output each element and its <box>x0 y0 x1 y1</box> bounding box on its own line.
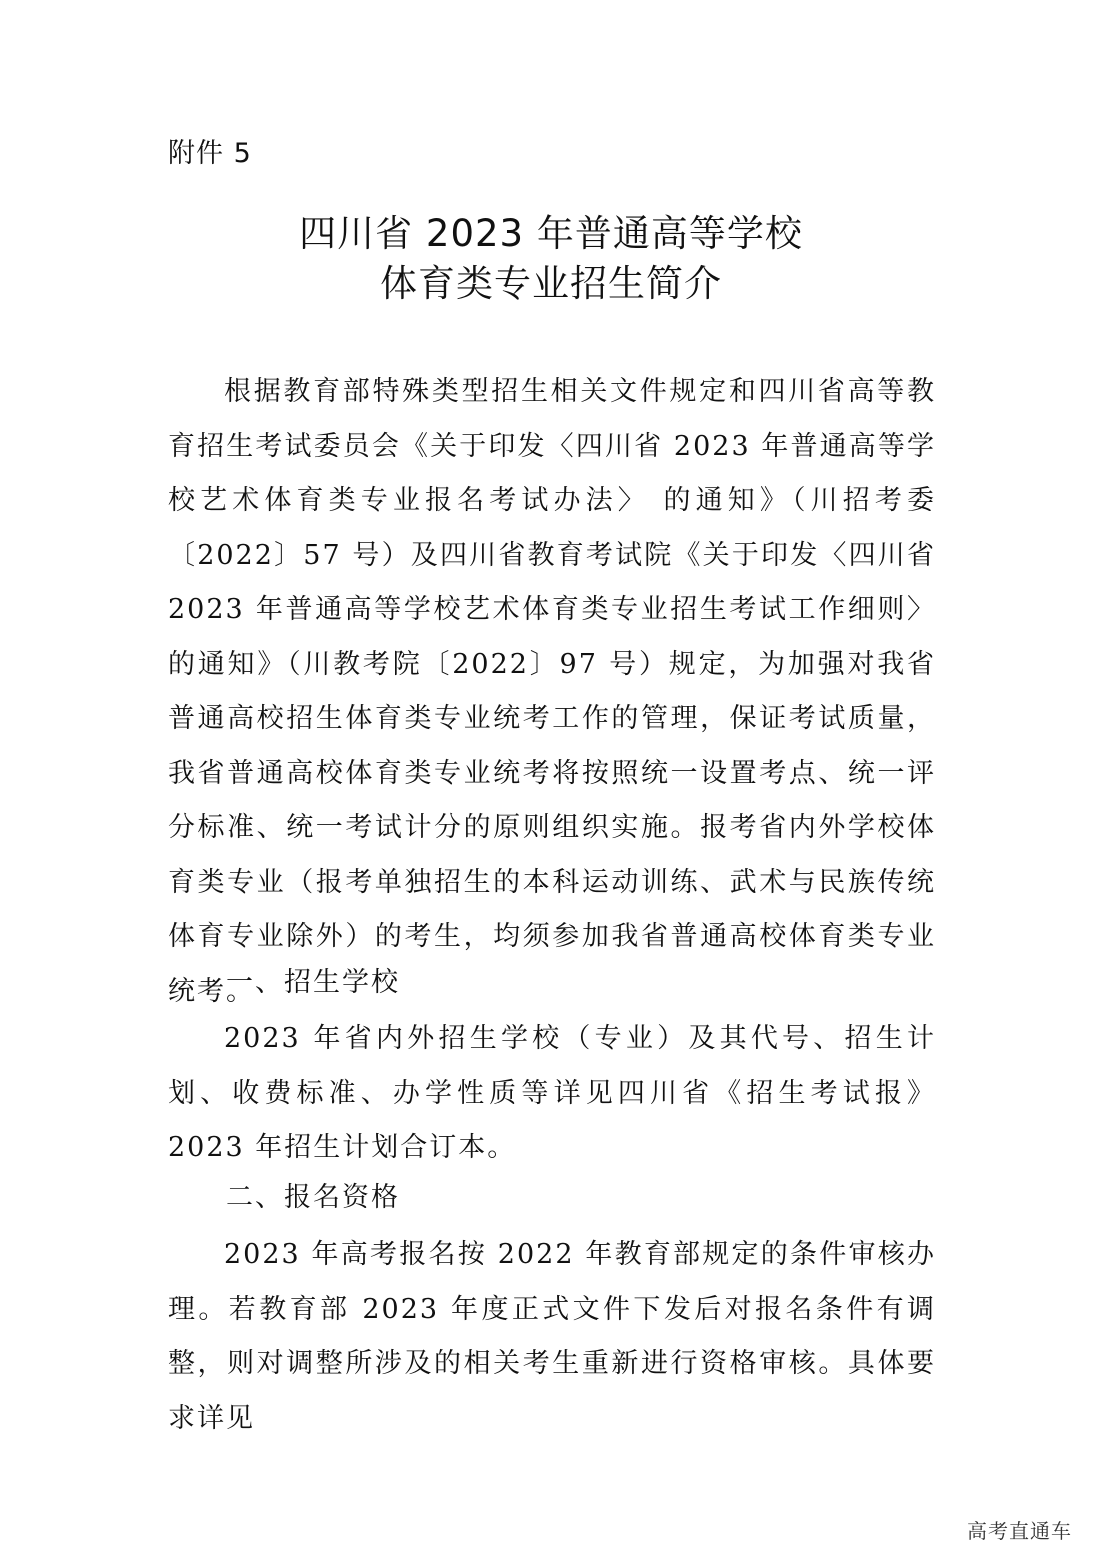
intro-paragraph: 根据教育部特殊类型招生相关文件规定和四川省高等教育招生考试委员会《关于印发〈四川省 2023 年普通高等学校艺术体育类专业报名考试办法〉 的通知》（川招考委〔2022〕57 号）及四川省教育考试院《关于印发〈四川省 2023 年普通高等学校艺术体育类专业招生考试工作细则〉的通知》（川教考院〔2022〕97 号）规定，为加强对我省普通高校招生体育类专业统考工作的管理，保证考试质量，我省普通高校体育类专业统考将按照统一设置考点、统一评分标准、统一考试计分的原则组织实施。报考省内外学校体育类专业（报考单独招生的本科运动训练、武术与民族传统体育专业除外）的考生，均须参加我省普通高校体育类专业统考。 <box>168 376 936 1007</box>
section-heading-registration-eligibility: 二、报名资格 <box>226 1182 400 1213</box>
section-body-admission-schools: 2023 年省内外招生学校（专业）及其代号、招生计划、收费标准、办学性质等详见四川省《招生考试报》2023 年招生计划合订本。 <box>168 1023 936 1163</box>
section-body-registration-eligibility: 2023 年高考报名按 2022 年教育部规定的条件审核办理。若教育部 2023 年度正式文件下发后对报名条件有调整，则对调整所涉及的相关考生重新进行资格审核。具体要求详见 <box>168 1239 936 1434</box>
source-watermark: 高考直通车 <box>967 1519 1072 1543</box>
document-title-line-2: 体育类专业招生简介 <box>380 262 722 305</box>
document-title-line-1: 四川省 2023 年普通高等学校 <box>299 212 803 255</box>
attachment-label: 附件 5 <box>168 138 252 169</box>
section-heading-admission-schools: 一、招生学校 <box>226 967 400 998</box>
